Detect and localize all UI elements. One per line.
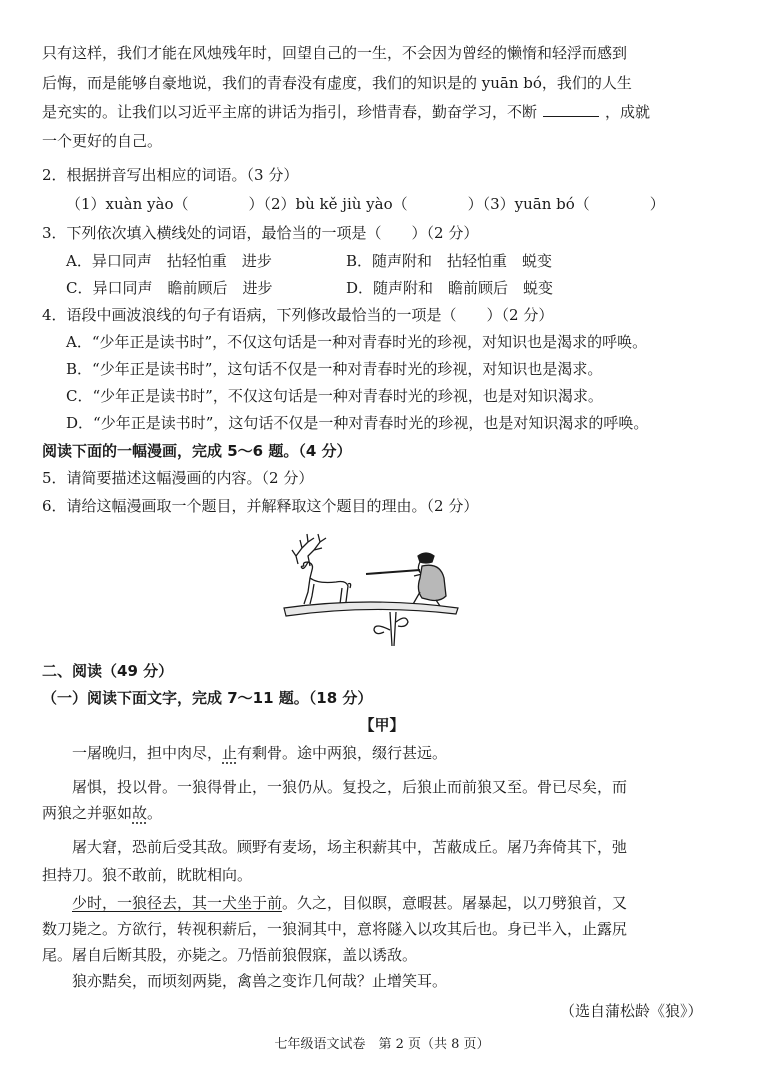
question-6: 6．请给这幅漫画取一个题目，并解释取这个题目的理由。（2 分） bbox=[42, 497, 479, 515]
passage-p1-c: 有剩骨。途中两狼，缀行甚远。 bbox=[237, 744, 448, 762]
section-2-heading: 二、阅读（49 分） bbox=[42, 662, 174, 680]
intro-line-4: 一个更好的自己。 bbox=[42, 132, 163, 150]
passage-p2-marked-char: 故 bbox=[132, 804, 148, 822]
passage-p3-line-1: 屠大窘，恐前后受其敌。顾野有麦场，场主积薪其中，苫蔽成丘。屠乃奔倚其下，弛 bbox=[72, 838, 628, 856]
question-2-options: （1）xuàn yào（ ）（2）bù kě jiù yào（ ）（3）yuān bó（ ） bbox=[66, 195, 665, 213]
question-5: 5．请简要描述这幅漫画的内容。（2 分） bbox=[42, 469, 314, 487]
passage-p2-line-2 bbox=[42, 802, 162, 824]
passage-p4-line-1 bbox=[72, 892, 627, 914]
passage-p5: 狼亦黠矣，而顷刻两毙，禽兽之变诈几何哉？止增笑耳。 bbox=[72, 972, 448, 990]
seesaw-stand bbox=[374, 612, 408, 646]
intro-line-2: 后悔，而是能够自豪地说，我们的青春没有虚度，我们的知识是的 yuān bó，我们的人生 bbox=[42, 74, 632, 92]
question-4-option-c: C．“少年正是读书时”，不仅这句话是一种对青春时光的珍视，也是对知识渴求。 bbox=[66, 387, 603, 405]
passage-p1-a: 一屠晚归，担中肉尽， bbox=[72, 744, 223, 762]
passage-p4-line-2: 数刀毙之。方欲行，转视积薪后，一狼洞其中，意将隧入以攻其后也。身已半入，止露尻 bbox=[42, 920, 628, 938]
passage-p2-line-1: 屠惧，投以骨。一狼得骨止，一狼仍从。复投之，后狼止而前狼又至。骨已尽矣，而 bbox=[72, 778, 628, 796]
seesaw-board bbox=[284, 602, 458, 616]
deer-figure bbox=[292, 534, 351, 604]
intro-line-1: 只有这样，我们才能在风烛残年时，回望自己的一生，不会因为曾经的懒惰和轻浮而感到 bbox=[42, 44, 628, 62]
passage-source: （选自蒲松龄《狼》） bbox=[560, 1002, 703, 1020]
subsection-1-heading: （一）阅读下面文字，完成 7～11 题。（18 分） bbox=[42, 689, 373, 707]
passage-p1 bbox=[72, 742, 447, 764]
question-4-option-d: D．“少年正是读书时”，这句话不仅是一种对青春时光的珍视，也是对知识渴求的呼唤。 bbox=[66, 414, 649, 432]
passage-label-jia: 【甲】 bbox=[359, 716, 405, 734]
question-3-option-b: B．随声附和 拈轻怕重 蜕变 bbox=[346, 252, 553, 270]
comic-illustration bbox=[280, 526, 460, 646]
answer-blank[interactable] bbox=[543, 102, 599, 117]
intro-line-3-text: 是充实的。让我们以习近平主席的讲话为指引，珍惜青春，勤奋学习，不断 bbox=[42, 103, 538, 121]
question-3-stem: 3．下列依次填入横线处的词语，最恰当的一项是（ ）（2 分） bbox=[42, 224, 479, 242]
passage-p2-b: 两狼之并驱如 bbox=[42, 804, 133, 822]
question-3-option-a: A．异口同声 拈轻怕重 进步 bbox=[66, 252, 272, 270]
question-3-option-c: C．异口同声 瞻前顾后 进步 bbox=[66, 279, 273, 297]
comic-intro: 阅读下面的一幅漫画，完成 5～6 题。（4 分） bbox=[42, 442, 352, 460]
passage-p3-line-2: 担持刀。狼不敢前，眈眈相向。 bbox=[42, 866, 253, 884]
passage-p1-marked-char: 止 bbox=[222, 744, 238, 762]
question-4-option-b: B．“少年正是读书时”，这句话不仅是一种对青春时光的珍视，对知识也是渴求。 bbox=[66, 360, 603, 378]
intro-line-3-end: ，成就 bbox=[605, 103, 651, 121]
passage-underlined-sentence: 少时，一狼径去，其一犬坐于前 bbox=[72, 894, 283, 912]
page-footer: 七年级语文试卷 第 2 页（共 8 页） bbox=[274, 1037, 490, 1052]
passage-p4-line-3: 尾。屠自后断其股，亦毙之。乃悟前狼假寐，盖以诱敌。 bbox=[42, 946, 418, 964]
question-4-option-a: A．“少年正是读书时”，不仅这句话是一种对青春时光的珍视，对知识也是渴求的呼唤。 bbox=[66, 333, 648, 351]
intro-line-3 bbox=[42, 101, 650, 123]
passage-p4-a: 。久之，目似瞑，意暇甚。屠暴起，以刀劈狼首，又 bbox=[282, 894, 628, 912]
question-4-stem: 4．语段中画波浪线的句子有语病，下列修改最恰当的一项是（ ）（2 分） bbox=[42, 306, 554, 324]
question-2-stem: 2．根据拼音写出相应的词语。（3 分） bbox=[42, 166, 299, 184]
passage-p2-d: 。 bbox=[147, 804, 163, 822]
question-3-option-d: D．随声附和 瞻前顾后 蜕变 bbox=[346, 279, 554, 297]
